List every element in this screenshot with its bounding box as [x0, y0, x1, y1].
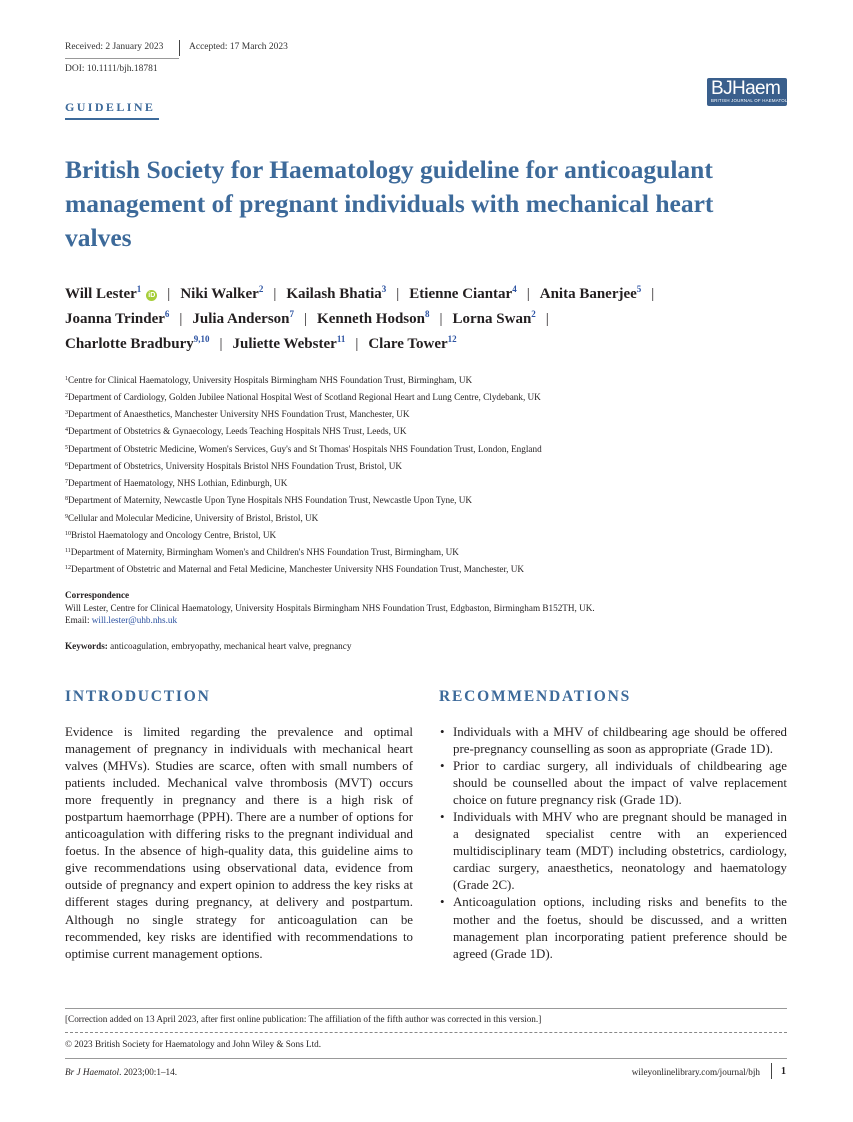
received-date: Received: 2 January 2023: [65, 42, 164, 52]
affiliation-text: Bristol Haematology and Oncology Centre, Bristol, UK: [71, 530, 277, 540]
affiliation: [65, 564, 524, 574]
author-name[interactable]: Charlotte Bradbury: [65, 336, 194, 352]
affiliation: [65, 478, 287, 488]
journal-abbrev: Br J Haematol: [65, 1067, 120, 1077]
author-name[interactable]: Etienne Ciantar: [409, 286, 513, 302]
author-line-3: Charlotte Bradbury$^{9,10}$ | Juliette Webster$^{11}$ | Clare Tower$^{12}$: [65, 334, 457, 352]
header-rule: [65, 58, 179, 59]
citation-text: . 2023;00:1–14.: [119, 1067, 178, 1077]
author-name[interactable]: Will Lester: [65, 286, 137, 302]
footnote-rule: [65, 1008, 787, 1009]
author-name[interactable]: Joanna Trinder: [65, 311, 165, 327]
copyright: © 2023 British Society for Haematology and John Wiley & Sons Ltd.: [65, 1039, 322, 1049]
list-item: • Individuals with a MHV of childbearing age should be offered pre-pregnancy counselling as soon as appropriate (Grade 1D).: [439, 724, 787, 758]
affiliation-text: Department of Cardiology, Golden Jubilee National Hospital West of Scotland Regional Heart and Lung Centre, Clydebank, UK: [68, 392, 541, 402]
author-sup: 8: [425, 309, 430, 319]
affiliation-text: Department of Obstetrics & Gynaecology, Leeds Teaching Hospitals NHS Trust, Leeds, UK: [68, 426, 407, 436]
author-sup: 9,10: [193, 334, 210, 344]
author-name[interactable]: Clare Tower: [368, 336, 448, 352]
introduction-text: Evidence is limited regarding the prevalence and optimal management of pregnancy in individuals with mechanical heart valves (MHVs). Studies are scarce, often with small numbers of patients included. Mechanical valve thrombosis (MVT) occurs more frequently in pregnancy and there is a high risk of postpartum haemorrhage (PPH). There are a number of options for anticoagulation with differing risks to the pregnant individual and foetus. In the absence of high-quality data, this guideline aims to give recommendations using observational data, evidence from outside of pregnancy and expert opinion to address the key risks at different stages during pregnancy, at delivery and postpartum. Although no single strategy for anticoagulation can be recommended, key risks are identified with recommendations to optimise current management options.: [65, 725, 413, 961]
email-link[interactable]: will.lester@uhb.nhs.uk: [91, 615, 178, 625]
author-sup: 2: [258, 284, 264, 294]
list-item: • Anticoagulation options, including risks and benefits to the mother and the foetus, should be discussed, and a written management plan incorporating patient preference should be agreed (Grade 1D).: [439, 894, 787, 962]
author-name[interactable]: Kenneth Hodson: [317, 311, 425, 327]
author-sup: 4: [512, 284, 517, 294]
journal-logo-text: BJHaem: [711, 78, 781, 99]
author-name[interactable]: Anita Banerjee: [539, 286, 637, 302]
author-sup: 6: [164, 309, 170, 319]
affiliation: [65, 495, 472, 505]
affiliation: [65, 547, 459, 557]
footer-rule: [65, 1058, 787, 1059]
doi[interactable]: DOI: 10.1111/bjh.18781: [65, 64, 158, 74]
affiliation-text: Department of Obstetrics, University Hospitals Bristol NHS Foundation Trust, Bristol, UK: [68, 461, 403, 471]
author-sup: 1: [136, 284, 142, 294]
affiliation: [65, 530, 276, 540]
affiliation-text: Department of Obstetric Medicine, Women's Services, Guy's and St Thomas' Hospitals NHS Foundation Trust, London, England: [68, 444, 542, 454]
affiliation-num: 11: [65, 548, 71, 554]
author-line-2: Joanna Trinder$^6$ | Julia Anderson$^7$ | Kenneth Hodson$^8$ | Lorna Swan$^2$ |: [65, 309, 549, 327]
page-number: 1: [781, 1066, 786, 1077]
footnote-dotted-rule: [65, 1032, 787, 1033]
recommendations-list: [439, 724, 787, 963]
affiliation: [65, 426, 406, 436]
author-sup: 2: [531, 309, 536, 319]
list-item: • Individuals with MHV who are pregnant should be managed in a designated specialist centre with an experienced multidisciplinary team (MDT) including obstetrics, cardiology, cardiac surgery, anaesthetics, neonatology and haematology (Grade 2C).: [439, 809, 787, 894]
affiliation-text: Department of Anaesthetics, Manchester University NHS Foundation Trust, Manchester, UK: [68, 409, 410, 419]
affiliation-text: Department of Haematology, NHS Lothian, Edinburgh, UK: [68, 478, 288, 488]
affiliation-num: 3: [65, 410, 68, 416]
author-name[interactable]: Kailash Bhatia: [286, 286, 382, 302]
author-sup: 5: [636, 284, 642, 294]
affiliation: [65, 461, 402, 471]
orcid-icon[interactable]: iD: [148, 292, 156, 299]
recommendations-heading: RECOMMENDATIONS: [439, 688, 632, 705]
footer-divider: [771, 1063, 772, 1079]
email-label: Email:: [65, 615, 92, 625]
introduction-heading: INTRODUCTION: [65, 688, 211, 705]
affiliation-num: 7: [65, 479, 68, 485]
correspondence-block: [65, 589, 785, 627]
article-title: British Society for Haematology guideline for anticoagulant management of pregnant individuals with mechanical heart valves: [65, 155, 714, 252]
affiliation-num: 1: [65, 376, 68, 382]
affiliation: [65, 392, 541, 402]
author-sup: 11: [336, 334, 346, 344]
correspondence-text: Will Lester, Centre for Clinical Haematology, University Hospitals Birmingham NHS Foundation Trust, Edgbaston, Birmingham B152TH, UK.: [65, 602, 595, 613]
affiliation-text: Department of Obstetric and Maternal and Fetal Medicine, Manchester University NHS Foundation Trust, Manchester, UK: [71, 564, 525, 574]
affiliation: [65, 375, 472, 385]
author-sup: 7: [289, 309, 295, 319]
affiliation-num: 5: [65, 445, 68, 451]
affiliation-text: Department of Maternity, Newcastle Upon Tyne Hospitals NHS Foundation Trust, Newcastle Upon Tyne, UK: [68, 495, 473, 505]
affiliation: [65, 409, 410, 419]
correspondence-heading: Correspondence: [65, 590, 130, 600]
correction-note: [Correction added on 13 April 2023, after first online publication: The affiliation of the fifth author was corrected in this version.]: [65, 1014, 542, 1024]
author-name[interactable]: Lorna Swan: [452, 311, 532, 327]
affiliation-num: 6: [65, 462, 68, 468]
article-type: GUIDELINE: [65, 100, 156, 114]
journal-logo: [707, 78, 798, 106]
author-sup: 3: [381, 284, 387, 294]
affiliation-num: 8: [65, 496, 68, 502]
author-name[interactable]: Juliette Webster: [232, 336, 337, 352]
affiliation: [65, 513, 318, 523]
keywords-label: Keywords:: [65, 641, 108, 651]
footer-citation: [65, 1067, 177, 1077]
affiliation-num: 4: [65, 427, 68, 433]
author-list: [65, 282, 664, 357]
list-item: • Prior to cardiac surgery, all individuals of childbearing age should be counselled about the impact of valve replacement choice on future pregnancy risk (Grade 1D).: [439, 758, 787, 809]
affiliation: [65, 444, 542, 454]
header-divider: [179, 40, 180, 56]
accepted-date: Accepted: 17 March 2023: [189, 42, 288, 52]
affiliation-text: Cellular and Molecular Medicine, University of Bristol, Bristol, UK: [68, 513, 319, 523]
journal-logo-subtext: BRITISH JOURNAL OF HAEMATOLOGY: [711, 98, 798, 103]
keywords: [65, 641, 351, 651]
keywords-text: anticoagulation, embryopathy, mechanical heart valve, pregnancy: [110, 641, 352, 651]
affiliation-num: 2: [65, 393, 68, 399]
article-type-underline: [65, 118, 159, 120]
affiliation-num: 9: [65, 514, 68, 520]
author-name[interactable]: Julia Anderson: [192, 311, 290, 327]
author-name[interactable]: Niki Walker: [180, 286, 259, 302]
author-sup: 12: [447, 334, 457, 344]
author-line-1: Will Lester$^1$iD | Niki Walker$^2$ | Kailash Bhatia$^3$ | Etienne Ciantar$^4$ | Anita Banerjee$^5$ |: [65, 284, 655, 302]
affiliation-num: 10: [65, 531, 71, 537]
affiliation-num: 12: [65, 565, 71, 571]
affiliation-text: Department of Maternity, Birmingham Women's and Children's NHS Foundation Trust, Birmingham, UK: [70, 547, 459, 557]
affiliation-text: Centre for Clinical Haematology, University Hospitals Birmingham NHS Foundation Trust, Birmingham, UK: [68, 375, 473, 385]
journal-url[interactable]: wileyonlinelibrary.com/journal/bjh: [631, 1067, 760, 1077]
